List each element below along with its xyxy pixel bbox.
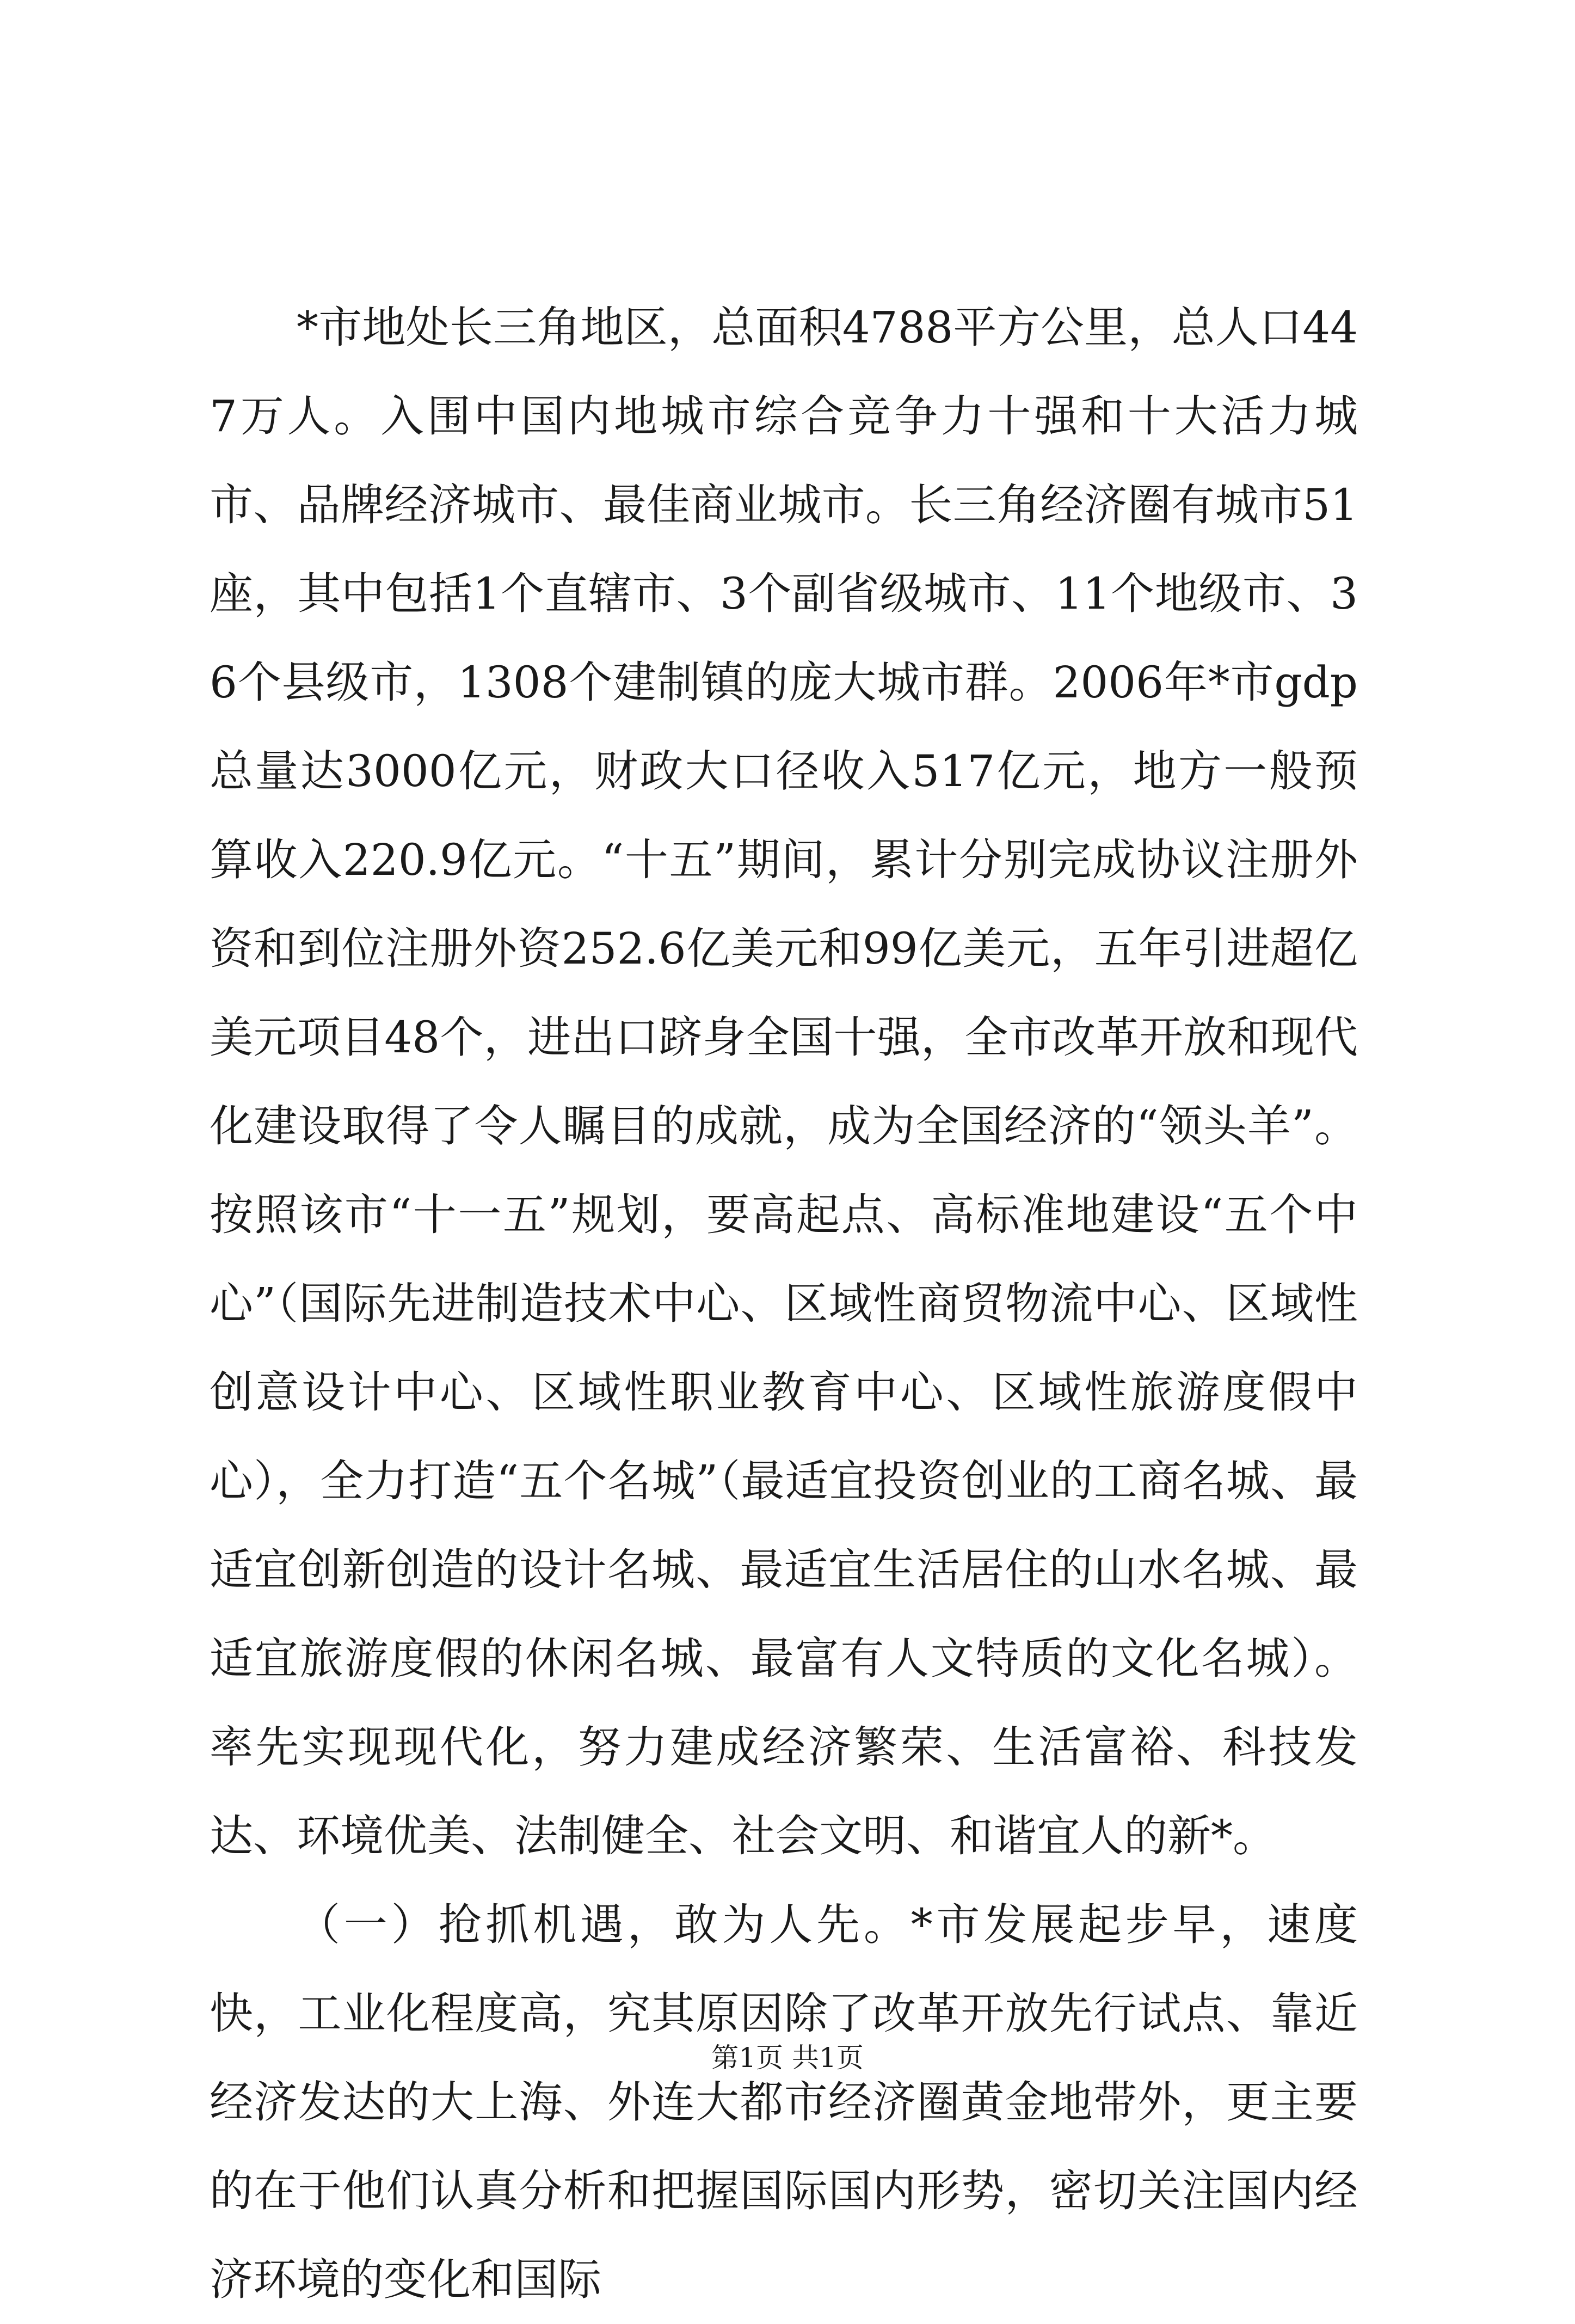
document-body (210, 283, 1358, 2324)
paragraph-overview: *市地处长三角地区，总面积4788平方公里，总人口447万人。入围中国内地城市综合竞争力十强和十大活力城市、品牌经济城市、最佳商业城市。长三角经济圈有城市51座，其中包括1个直辖市、3个副省级城市、11个地级市、36个县级市，1308个建制镇的庞大城市群。2006年*市gdp总量达3000亿元，财政大口径收入517亿元，地方一般预算收入220.9亿元。“十五”期间，累计分别完成协议注册外资和到位注册外资252.6亿美元和99亿美元，五年引进超亿美元项目48个，进出口跻身全国十强，全市改革开放和现代化建设取得了令人瞩目的成就，成为全国经济的“领头羊”。按照该市“十一五”规划，要高起点、高标准地建设“五个中心”（国际先进制造技术中心、区域性商贸物流中心、区域性创意设计中心、区域性职业教育中心、区域性旅游度假中心），全力打造“五个名城”（最适宜投资创业的工商名城、最适宜创新创造的设计名城、最适宜生活居住的山水名城、最适宜旅游度假的休闲名城、最富有人文特质的文化名城）。率先实现现代化，努力建成经济繁荣、生活富裕、科技发达、环境优美、法制健全、社会文明、和谐宜人的新*。 (210, 302, 1358, 1861)
page-footer: 第1页 共1页 (711, 2042, 864, 2074)
paragraph-section-one: （一）抢抓机遇，敢为人先。*市发展起步早，速度快，工业化程度高，究其原因除了改革开放先行试点、靠近经济发达的大上海、外连大都市经济圈黄金地带外，更主要的在于他们认真分析和把握国际国内形势，密切关注国内经济环境的变化和国际 (210, 1899, 1358, 2305)
